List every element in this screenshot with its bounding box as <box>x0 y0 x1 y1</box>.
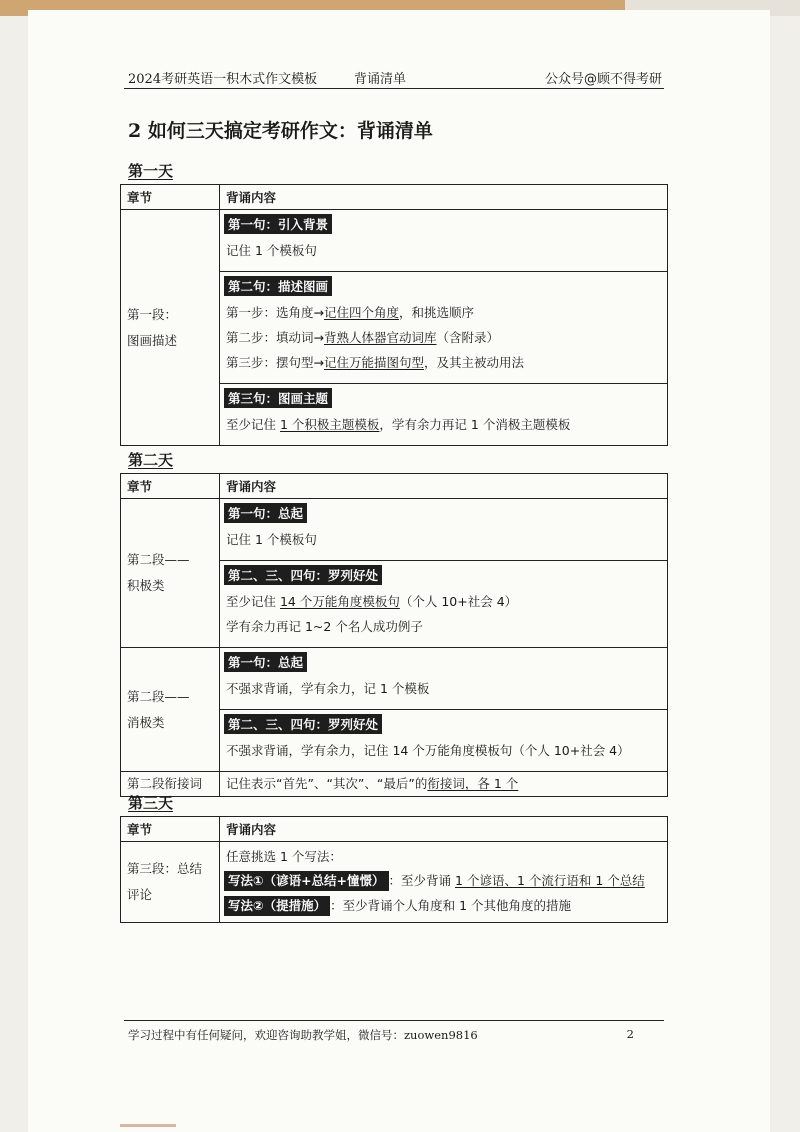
content-cell <box>220 772 668 797</box>
content-line <box>226 775 661 793</box>
section-label: 第二段衔接词 <box>121 772 220 797</box>
text-run: （个人 10+社会 4） <box>399 594 518 609</box>
page-number: 2 <box>626 1027 634 1041</box>
content-line: 记住 1 个模板句 <box>226 532 317 547</box>
section-label-line: 图画描述 <box>127 332 178 348</box>
content-cell <box>220 842 668 923</box>
section-label <box>121 499 220 648</box>
section-label-line: 第二段—— <box>127 688 190 704</box>
underlined-text: 记住四个角度 <box>323 305 399 320</box>
content-line: 不强求背诵，学有余力，记住 14 个万能角度模板句（个人 10+社会 4） <box>226 743 630 758</box>
content-cell <box>220 499 668 648</box>
highlight-label: 写法①（谚语+总结+憧憬） <box>224 871 389 891</box>
text-run: 至少记住 <box>226 594 280 609</box>
content-block <box>220 710 667 771</box>
content-block <box>220 561 667 647</box>
content-cell <box>220 210 668 446</box>
section-label-line: 积极类 <box>127 578 165 593</box>
section-label-line: 第一段： <box>127 306 178 322</box>
page-footer <box>124 1020 664 1042</box>
text-run: （含附录） <box>436 330 500 345</box>
text-run: 第三步：摆句型→ <box>226 355 324 370</box>
day2-heading: 第二天 <box>128 451 174 469</box>
content-line: 记住 1 个模板句 <box>226 243 317 258</box>
section-label-line: 评论 <box>127 887 153 902</box>
underlined-text: 1 个积极主题模板 <box>279 417 380 432</box>
section-label-line: 第二段—— <box>127 552 190 567</box>
page-header <box>124 66 664 89</box>
day2-table <box>120 473 668 797</box>
text-run: 第二步：填动词→ <box>226 330 324 345</box>
content-block <box>220 648 667 710</box>
text-run: ：至少背诵个人角度和 1 个其他角度的措施 <box>330 898 571 913</box>
header-doc-title: 2024考研英语一积木式作文模板 <box>128 72 318 87</box>
text-run: ，及其主被动用法 <box>424 355 525 370</box>
content-line <box>226 304 661 322</box>
col-header-content: 背诵内容 <box>220 185 668 210</box>
underlined-text: 衔接词，各 1 个 <box>427 776 519 791</box>
col-header-content: 背诵内容 <box>220 817 668 842</box>
highlight-label: 第一句：总起 <box>224 652 307 672</box>
day3-table <box>120 816 668 923</box>
section-label-line: 消极类 <box>127 714 165 730</box>
header-section: 背诵清单 <box>354 72 407 87</box>
content-line: 任意挑选 1 个写法： <box>226 849 342 864</box>
highlight-label: 第二句：描述图画 <box>224 276 332 296</box>
col-header-chapter: 章节 <box>121 474 220 499</box>
content-block <box>220 384 667 445</box>
underlined-text: 1 个谚语、1 个流行语和 1 个总结 <box>455 873 645 888</box>
highlight-label: 写法②（提措施） <box>224 896 330 916</box>
section-label-line: 第三段：总结 <box>127 861 203 876</box>
highlight-label: 第一句：引入背景 <box>224 214 332 234</box>
underlined-text: 记住万能描图句型 <box>323 355 424 370</box>
underlined-text: 14 个万能角度模板句 <box>279 594 400 609</box>
highlight-label: 第一句：总起 <box>224 503 307 523</box>
section-label <box>121 210 220 446</box>
content-line <box>226 593 661 611</box>
content-line <box>226 416 661 434</box>
content-line <box>224 871 663 891</box>
content-line: 不强求背诵，学有余力，记 1 个模板 <box>226 681 430 696</box>
content-block <box>220 272 667 384</box>
highlight-label: 第三句：图画主题 <box>224 388 332 408</box>
day3-heading: 第三天 <box>128 794 174 812</box>
day1-table <box>120 184 668 446</box>
content-cell <box>220 648 668 772</box>
content-block <box>220 210 667 272</box>
col-header-content: 背诵内容 <box>220 474 668 499</box>
content-line <box>226 329 661 347</box>
content-line <box>224 896 663 916</box>
footer-contact: 学习过程中有任何疑问，欢迎咨询助教学姐，微信号：zuowen9816 <box>128 1028 478 1042</box>
content-line <box>226 354 661 372</box>
text-run: ，和挑选顺序 <box>399 305 475 320</box>
text-run: ：至少背诵 <box>388 873 456 888</box>
content-line: 学有余力再记 1~2 个名人成功例子 <box>226 619 423 634</box>
scan-mark <box>120 1124 176 1127</box>
content-block <box>220 499 667 561</box>
section-label <box>121 648 220 772</box>
section-label <box>121 842 220 923</box>
highlight-label: 第二、三、四句：罗列好处 <box>224 714 382 734</box>
header-account: 公众号@顾不得考研 <box>544 72 662 87</box>
col-header-chapter: 章节 <box>121 185 220 210</box>
col-header-chapter: 章节 <box>121 817 220 842</box>
text-run: 第一步：选角度→ <box>226 305 324 320</box>
day1-heading: 第一天 <box>128 162 174 180</box>
highlight-label: 第二、三、四句：罗列好处 <box>224 565 382 585</box>
text-run: 记住表示“首先”、“其次”、“最后”的 <box>226 776 428 791</box>
text-run: ，学有余力再记 1 个消极主题模板 <box>379 417 571 432</box>
underlined-text: 背熟人体器官动词库 <box>323 330 437 345</box>
page-title: 2 如何三天搞定考研作文：背诵清单 <box>128 120 433 142</box>
text-run: 至少记住 <box>226 417 280 432</box>
